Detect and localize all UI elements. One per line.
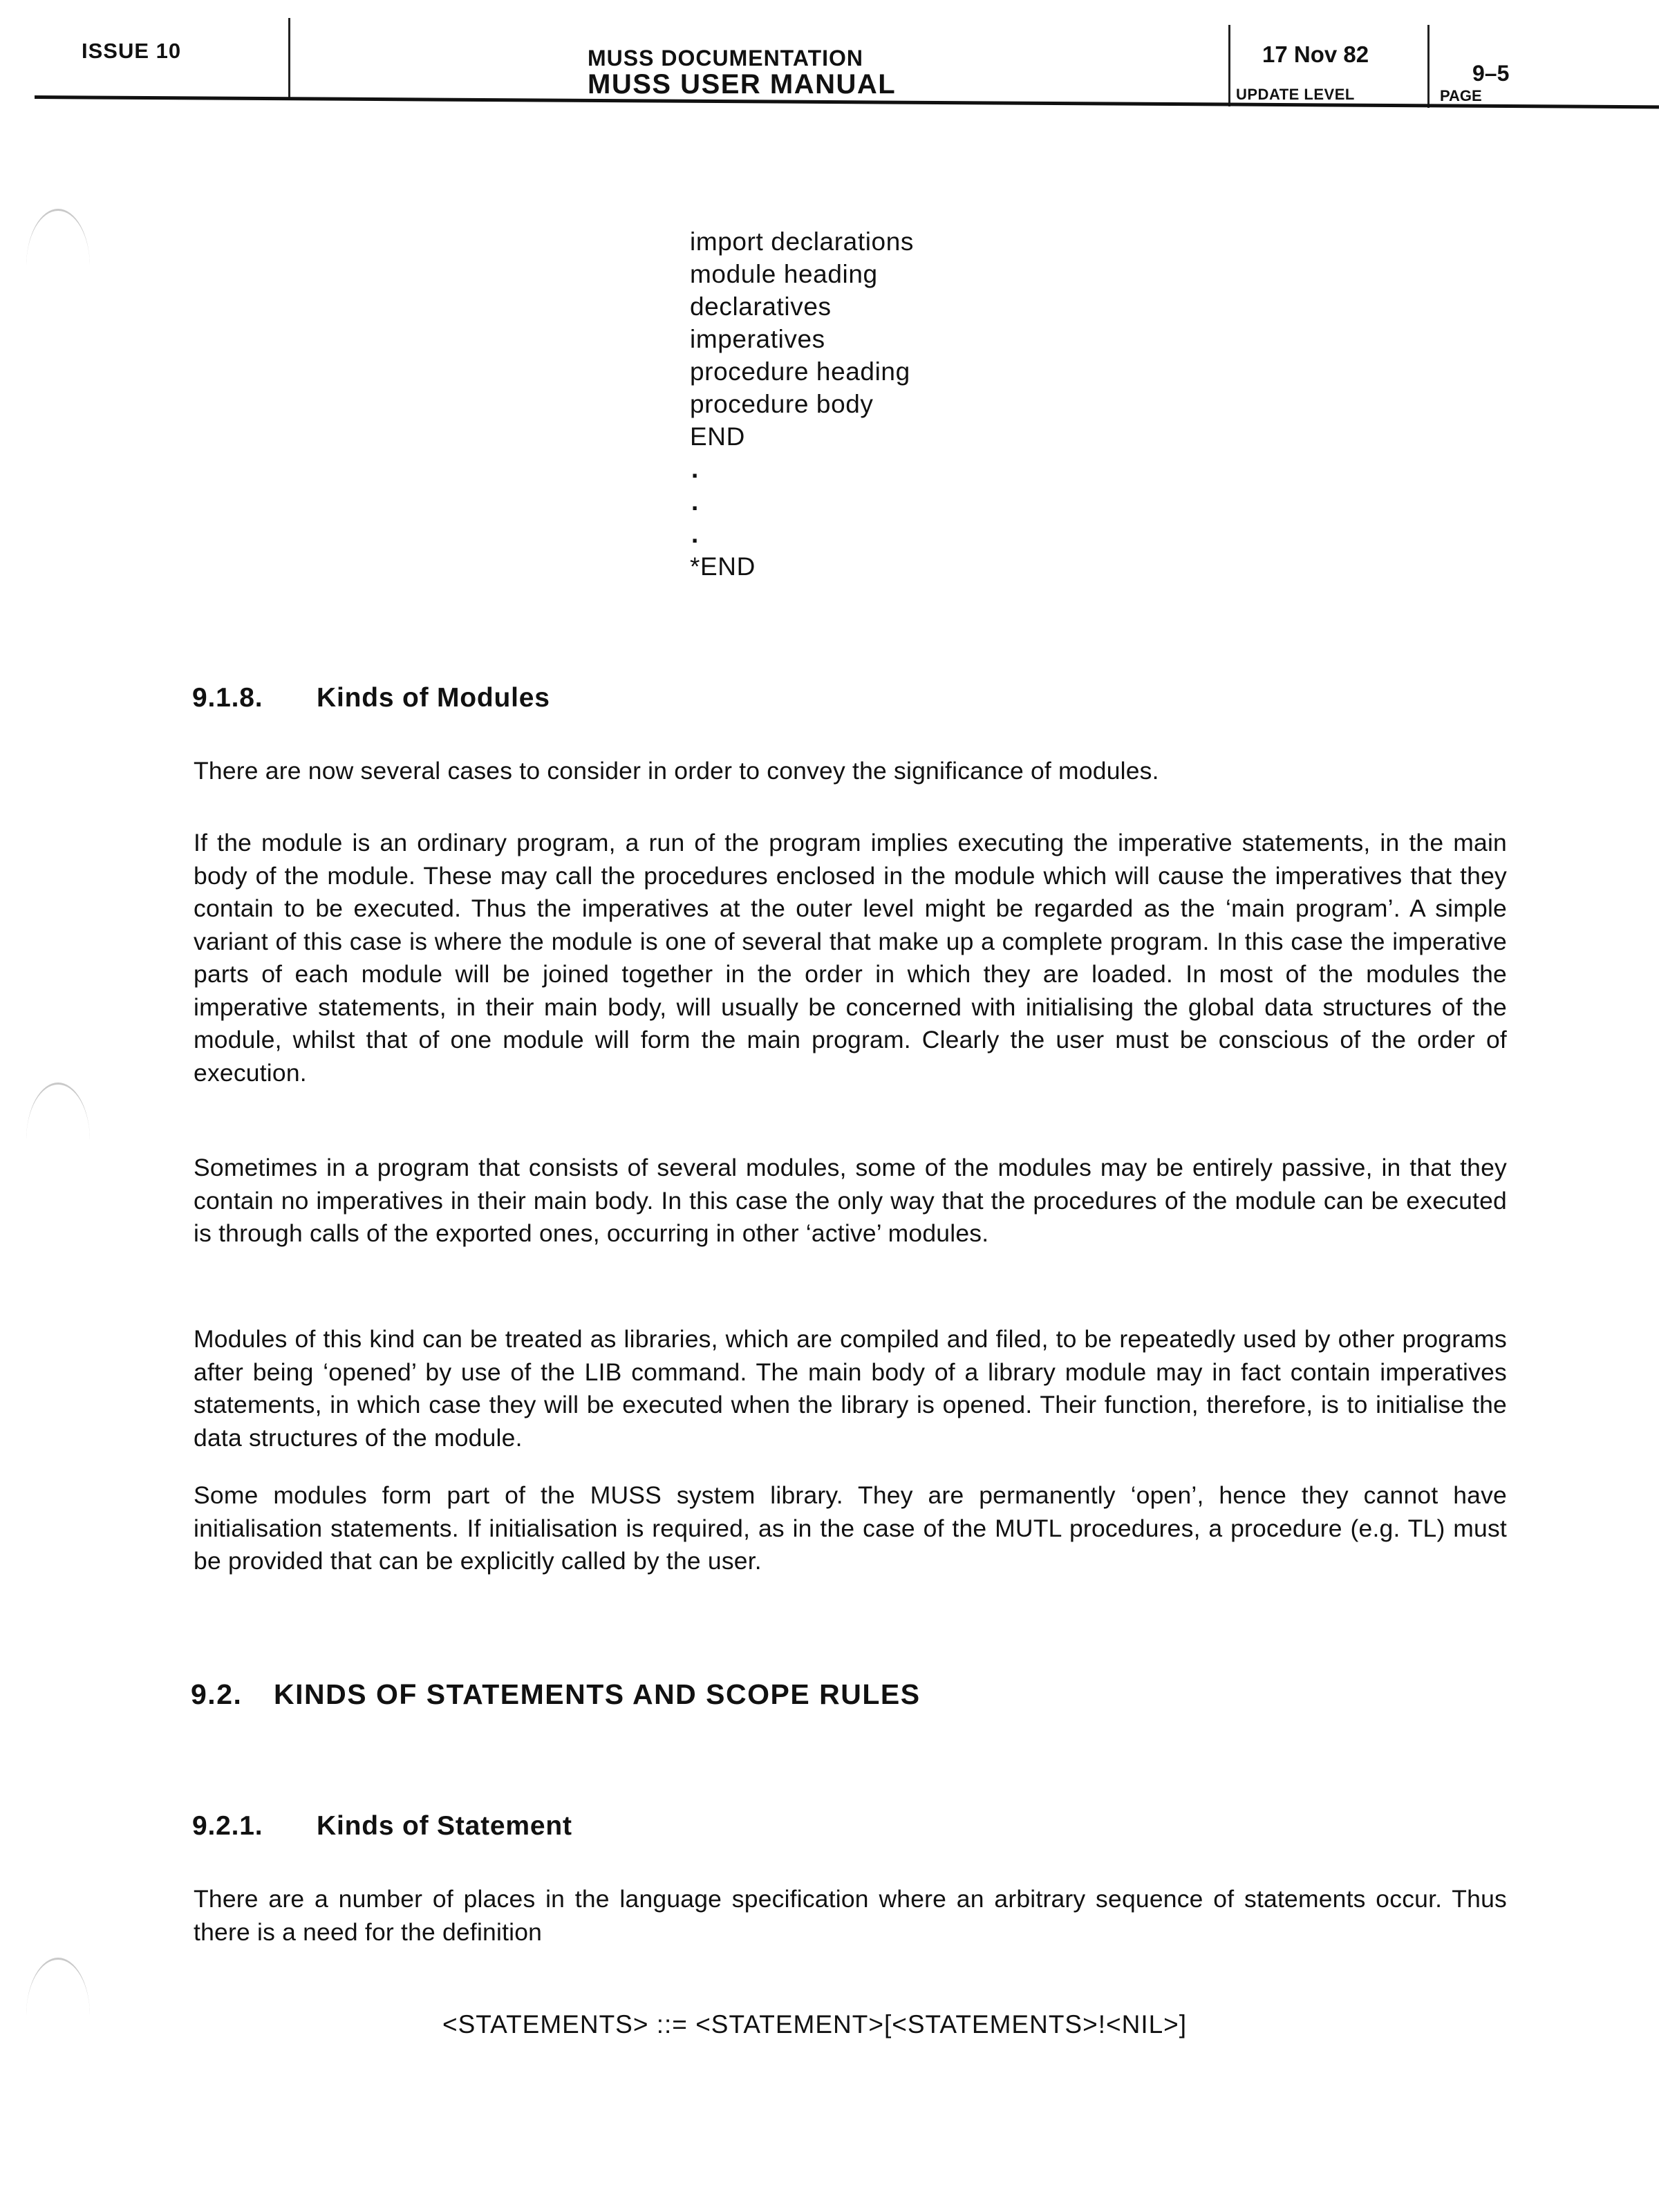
module-structure-listing (690, 225, 914, 583)
punch-hole-mark (26, 1958, 90, 2015)
update-date: 17 Nov 82 (1262, 41, 1369, 67)
paragraph: Modules of this kind can be treated as libraries, which are compiled and filed, to be repeatedly used by other programs after being ‘opened’ by use of the LIB command. The main body of a library module may in fact contain imperatives statements, in which case they will be executed when the library is opened. Their function, therefore, is to initialise the data structures of the module. (194, 1325, 1507, 1452)
listing-line: declaratives (690, 292, 832, 321)
bnf-definition: <STATEMENTS> ::= <STATEMENT>[<STATEMENTS>!<NIL>] (442, 2010, 1188, 2038)
document-title-block (588, 47, 896, 98)
paragraph: Some modules form part of the MUSS system library. They are permanently ‘open’, hence they cannot have initialisation statements. If initialisation is required, as in the case of the MUTL procedures, a procedure (e.g. TL) must be provided that can be explicitly called by the user. (194, 1481, 1507, 1575)
section-number: 9.2. (191, 1678, 243, 1710)
section-number: 9.2.1. (192, 1811, 263, 1841)
listing-line: imperatives (690, 325, 825, 353)
section-heading-9-2-1 (192, 1811, 572, 1841)
listing-line: procedure body (690, 390, 874, 418)
punch-hole-mark (26, 209, 90, 266)
ellipsis-dot: . (691, 455, 699, 483)
ellipsis-dot: . (691, 520, 699, 548)
section-title: Kinds of Statement (317, 1811, 572, 1841)
listing-line: END (690, 422, 745, 451)
section-title: Kinds of Modules (317, 683, 550, 713)
header-divider (1427, 25, 1430, 108)
update-level-label: UPDATE LEVEL (1236, 86, 1355, 103)
section-number: 9.1.8. (192, 683, 263, 713)
section-heading-9-1-8 (192, 683, 550, 713)
paragraph: There are a number of places in the language specification where an arbitrary sequence of statements occur. Thus there is a need for the definition (194, 1885, 1507, 1946)
paragraph: If the module is an ordinary program, a run of the program implies executing the imperative statements, in the main body of the module. These may call the procedures enclosed in the module which will cause the imperatives that they contain to be executed. Thus the imperatives at the outer level might be regarded as the ‘main program’. A simple variant of this case is where the module is one of several that make up a complete program. In this case the imperative parts of each module will be joined together in the order in which they are loaded. In most of the modules the imperative statements, in their main body, will usually be concerned with initialising the global data structures of the module, whilst that of one module will form the main program. Clearly the user must be conscious of the order of execution. (194, 829, 1507, 1087)
paragraph: Sometimes in a program that consists of several modules, some of the modules may be entirely passive, in that they contain no imperatives in their main body. In this case the only way that the procedures of the module can be executed is through calls of the exported ones, occurring in other ‘active’ modules. (194, 1154, 1507, 1247)
listing-line: *END (690, 552, 756, 581)
doc-series: MUSS DOCUMENTATION (588, 46, 864, 71)
header-divider (288, 18, 290, 100)
section-heading-9-2 (191, 1678, 921, 1711)
page-label: PAGE (1440, 87, 1482, 104)
ellipsis-dot: . (691, 487, 699, 516)
listing-line: procedure heading (690, 357, 910, 386)
punch-hole-mark (26, 1082, 90, 1140)
header-divider (1228, 25, 1230, 106)
issue-label: ISSUE 10 (82, 39, 182, 63)
listing-line: import declarations (690, 227, 914, 256)
doc-title: MUSS USER MANUAL (588, 69, 897, 100)
listing-line: module heading (690, 260, 878, 288)
paragraph: There are now several cases to consider in order to convey the significance of modules. (194, 757, 1159, 785)
page-number: 9–5 (1472, 61, 1510, 86)
section-title: KINDS OF STATEMENTS AND SCOPE RULES (274, 1678, 921, 1710)
